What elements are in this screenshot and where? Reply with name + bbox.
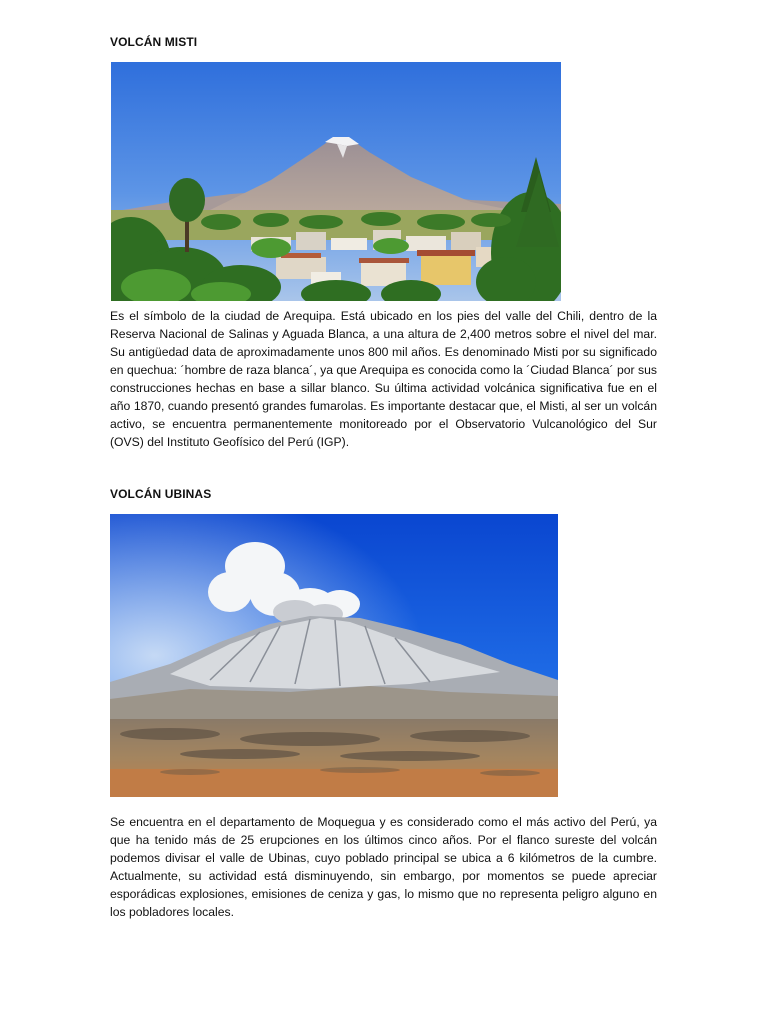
section-paragraph-misti: Es el símbolo de la ciudad de Arequipa. Está ubicado en los pies del valle del Chili, dentro de la Reserva Nacional de Salinas y Aguada Blanca, a una altura de 2,400 metros sobre el nivel del mar. Su antigüedad data de aproximadamente unos 800 mil años. Es denominado Misti por su significado en quechua: ´hombre de raza blanca´, ya que Arequipa es conocida como la ´Ciudad Blanca´ por sus construcciones hechas en base a sillar blanco. Su última actividad volcánica significativa fue en el año 1870, cuando presentó grandes fumarolas. Es importante destacar que, el Misti, al ser un volcán activo, se encuentra permanentemente monitoreado por el Observatorio Vulcanológico del Sur (OVS) del Instituto Geofísico del Perú (IGP). [110,309,657,449]
section-heading-misti: VOLCÁN MISTI [110,35,198,49]
section-heading-ubinas: VOLCÁN UBINAS [110,487,212,501]
ubinas-volcano-photo [110,514,558,797]
section-paragraph-ubinas: Se encuentra en el departamento de Moquegua y es considerado como el más activo del Perú, ya que ha tenido más de 25 erupciones en los últimos cinco años. Por el flanco sureste del volcán podemos divisar el valle de Ubinas, cuyo poblado principal se ubica a 6 kilómetros de la cumbre. Actualmente, su actividad está disminuyendo, sin embargo, por momentos se puede apreciar esporádicas explosiones, emisiones de ceniza y gas, lo mismo que no representa peligro alguno en los pobladores locales. [110,815,657,919]
misti-volcano-photo [111,62,561,301]
